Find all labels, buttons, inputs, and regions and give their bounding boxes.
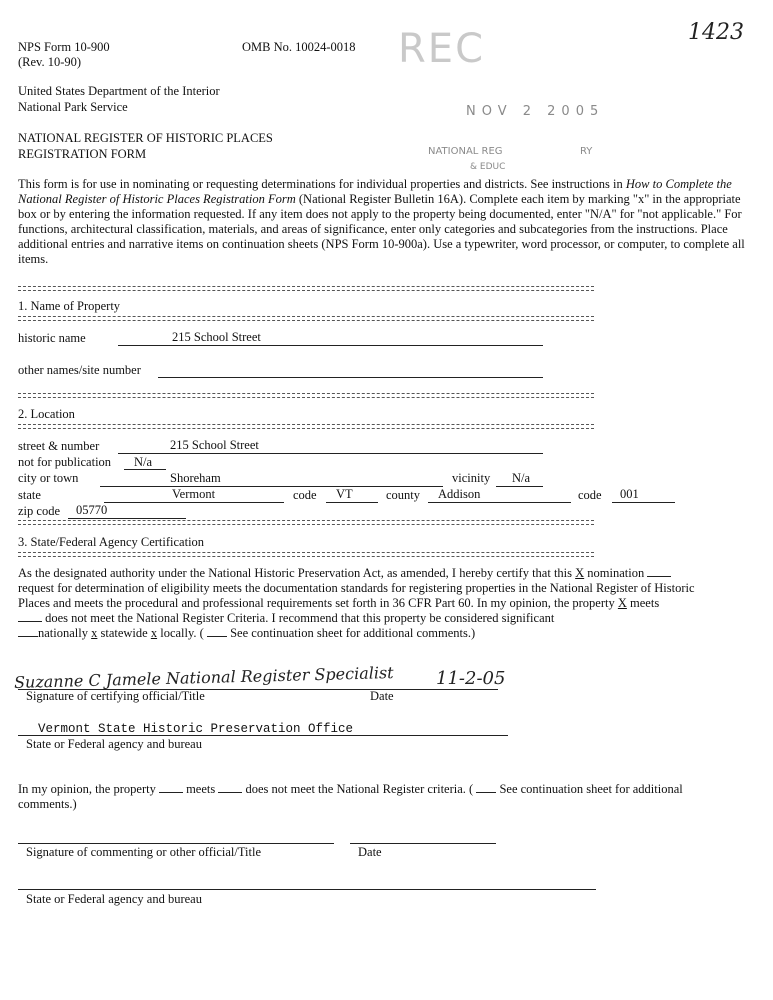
county-code-value: 001 xyxy=(620,487,639,501)
handwritten-number: 1423 xyxy=(688,20,744,45)
form-revision: (Rev. 10-90) xyxy=(18,55,82,69)
form-id: NPS Form 10-900 xyxy=(18,40,110,54)
opinion-line2: comments.) xyxy=(18,797,77,811)
stamp-line2: & EDUC xyxy=(470,162,506,172)
divider xyxy=(18,552,594,557)
vicinity-label: vicinity xyxy=(452,471,491,485)
publication-label: not for publication xyxy=(18,455,112,469)
form-title-line2: REGISTRATION FORM xyxy=(18,147,147,161)
signature-label: Signature of certifying official/Title xyxy=(26,689,205,703)
state-code-field[interactable] xyxy=(326,502,378,503)
city-field[interactable] xyxy=(100,486,443,487)
date2-label: Date xyxy=(358,845,382,859)
stamp-line1-end: RY xyxy=(580,146,593,157)
state-code-label: code xyxy=(293,488,317,502)
other-names-field[interactable] xyxy=(158,377,543,378)
section1-heading: 1. Name of Property xyxy=(18,299,121,313)
vicinity-value: N/a xyxy=(512,471,531,485)
publication-value: N/a xyxy=(134,455,153,469)
street-field[interactable] xyxy=(118,453,543,454)
date2-line[interactable] xyxy=(350,843,496,844)
divider xyxy=(18,424,594,429)
signature2-label: Signature of commenting or other official/Title xyxy=(26,845,262,859)
certification-line5: nationally x statewide x locally. ( See continuation sheet for additional comments.) xyxy=(18,626,475,641)
agency2-line[interactable] xyxy=(18,889,596,890)
zip-value: 05770 xyxy=(76,503,108,517)
historic-name-field[interactable] xyxy=(118,345,543,346)
agency-line[interactable] xyxy=(18,735,508,736)
handwritten-date: 11-2-05 xyxy=(436,668,506,689)
county-value: Addison xyxy=(438,487,481,501)
street-label: street & number xyxy=(18,439,100,453)
zip-field[interactable] xyxy=(68,518,186,519)
state-value: Vermont xyxy=(172,487,216,501)
historic-name-value: 215 School Street xyxy=(172,330,261,344)
certification-line4: does not meet the National Register Criteria. I recommend that this property be considered significant xyxy=(18,611,554,626)
certification-line3: Places and meets the procedural and professional requirements set forth in 36 CFR Part 60. In my opinion, the property X meets xyxy=(18,596,660,610)
signature2-line[interactable] xyxy=(18,843,334,844)
zip-label: zip code xyxy=(18,504,60,518)
divider xyxy=(18,393,594,398)
state-code-value: VT xyxy=(336,487,353,501)
street-value: 215 School Street xyxy=(170,438,259,452)
agency: National Park Service xyxy=(18,100,128,114)
county-code-label: code xyxy=(578,488,602,502)
county-label: county xyxy=(386,488,421,502)
city-label: city or town xyxy=(18,471,79,485)
county-code-field[interactable] xyxy=(612,502,675,503)
certification-line2: request for determination of eligibility meets the documentation standards for registering properties in the National Register of Historic xyxy=(18,581,695,595)
state-field[interactable] xyxy=(104,502,284,503)
department: United States Department of the Interior xyxy=(18,84,220,98)
certification-line1: As the designated authority under the National Historic Preservation Act, as amended, I hereby certify that this X nomination xyxy=(18,566,671,581)
section2-heading: 2. Location xyxy=(18,407,75,421)
divider xyxy=(18,520,594,525)
county-field[interactable] xyxy=(428,502,571,503)
opinion-line1: In my opinion, the property meets does not meet the National Register criteria. ( See continuation sheet for additional xyxy=(18,782,683,796)
stamp-line1: NATIONAL REG xyxy=(428,146,503,157)
received-stamp: REC xyxy=(398,26,485,72)
vicinity-field[interactable] xyxy=(496,486,543,487)
handwritten-signature: Suzanne C Jamele National Register Specialist xyxy=(13,663,394,692)
divider xyxy=(18,316,594,321)
intro-paragraph: This form is for use in nominating or requesting determinations for individual properties and districts. See instructions in How to Complete the National Register of Historic Places Registration Form (National Register Bulletin 16A). Complete each item by marking "x" in the appropriate box or by entering the information requested. If any item does not apply to the property being documented, enter "N/A" for "not applicable." For functions, architectural classification, materials, and areas of significance, enter only categories and subcategories from the instructions. Place additional entries and narrative items on continuation sheets (NPS Form 10-900a). Use a typewriter, word processor, or computer, to complete all items. xyxy=(18,177,745,266)
divider xyxy=(18,286,594,291)
date-label: Date xyxy=(370,689,394,703)
stamp-date: NOV 2 2005 xyxy=(466,104,605,119)
other-names-label: other names/site number xyxy=(18,363,141,377)
agency-label: State or Federal agency and bureau xyxy=(26,737,202,751)
agency-value: Vermont State Historic Preservation Office xyxy=(38,722,354,736)
omb-number: OMB No. 10024-0018 xyxy=(242,40,356,54)
city-value: Shoreham xyxy=(170,471,221,485)
section3-heading: 3. State/Federal Agency Certification xyxy=(18,535,205,549)
state-label: state xyxy=(18,488,41,502)
historic-name-label: historic name xyxy=(18,331,86,345)
form-title-line1: NATIONAL REGISTER OF HISTORIC PLACES xyxy=(18,131,273,145)
agency2-label: State or Federal agency and bureau xyxy=(26,892,202,906)
